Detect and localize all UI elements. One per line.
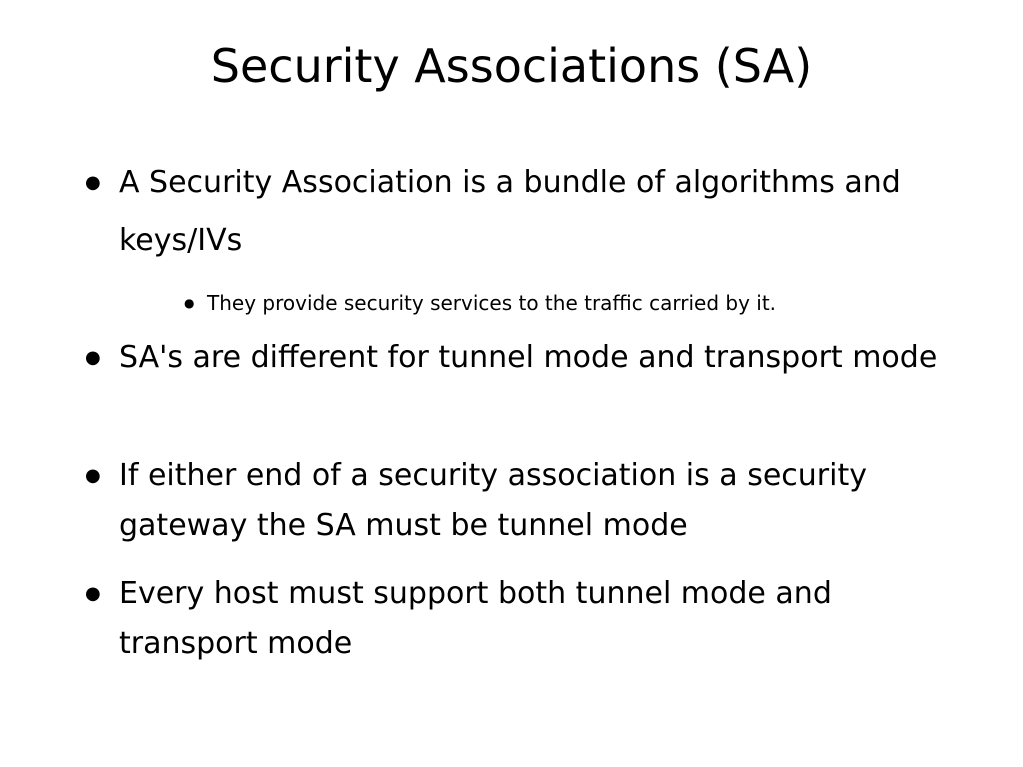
bullet-dot-icon: ● bbox=[85, 583, 101, 604]
bullet-text: Every host must support both tunnel mode and transport mode bbox=[119, 576, 832, 661]
slide-title: Security Associations (SA) bbox=[210, 39, 813, 93]
bullet-item bbox=[85, 333, 939, 383]
bullet-dot-icon: ● bbox=[85, 347, 101, 368]
bullet-text: If either end of a security association is a security gateway the SA must be tunnel mode bbox=[119, 458, 867, 543]
sub-bullet-item bbox=[184, 289, 967, 317]
bullet-text: SA's are different for tunnel mode and transport mode bbox=[119, 340, 938, 375]
bullet-item bbox=[85, 154, 939, 270]
sub-bullet-text: They provide security services to the traffic carried by it. bbox=[207, 291, 777, 315]
bullet-item bbox=[85, 569, 939, 669]
bullet-dot-icon: ● bbox=[85, 465, 101, 486]
bullet-dot-icon: ● bbox=[85, 172, 101, 193]
sub-bullet-dot-icon: ● bbox=[184, 296, 195, 310]
bullet-text: A Security Association is a bundle of algorithms and keys/IVs bbox=[119, 165, 901, 258]
bullet-item bbox=[85, 451, 939, 551]
